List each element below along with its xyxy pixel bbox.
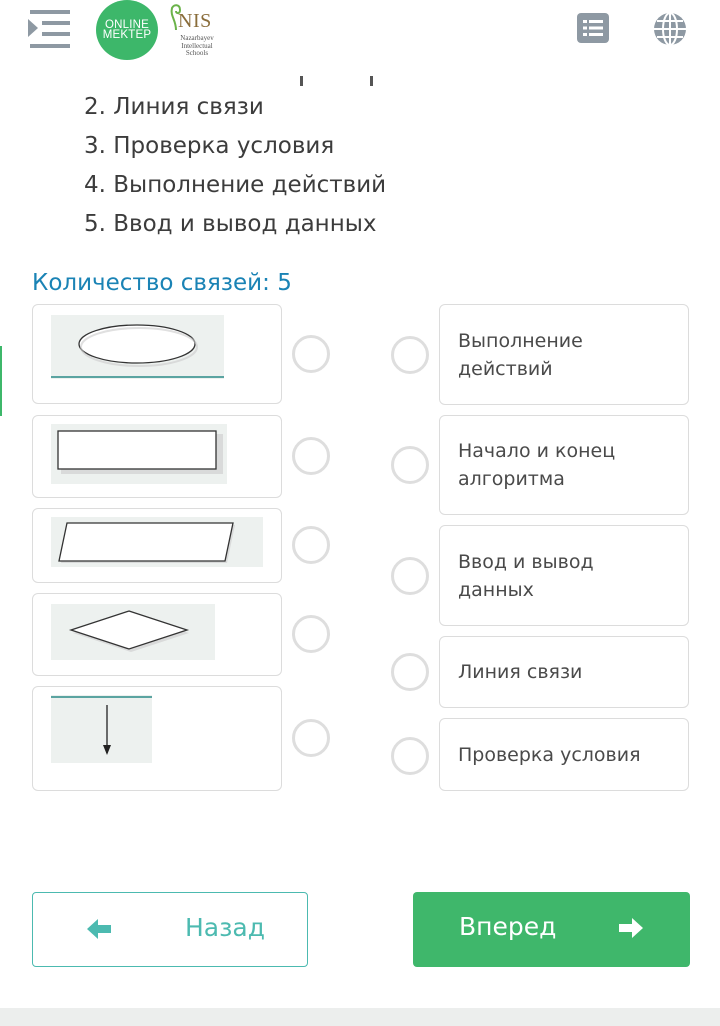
next-button[interactable] <box>413 892 690 967</box>
label-line: Линия связи <box>458 661 583 683</box>
left-match-radio[interactable] <box>292 526 330 564</box>
label-line: алгоритма <box>458 468 565 490</box>
match-left-item[interactable] <box>32 686 282 791</box>
match-right-item[interactable] <box>439 525 689 626</box>
nis-logo-subtitle <box>168 35 226 58</box>
question-option: 4. Выполнение действий <box>84 172 387 198</box>
label-line: Ввод и вывод <box>458 550 594 573</box>
question-option: 3. Проверка условия <box>84 133 335 159</box>
match-right-item[interactable] <box>439 304 689 405</box>
arrow-left-icon <box>85 915 113 943</box>
left-match-radio[interactable] <box>292 437 330 475</box>
top-header <box>0 0 720 62</box>
nis-logo-word: NIS <box>178 10 212 32</box>
back-button[interactable] <box>32 892 308 967</box>
online-mektep-logo <box>96 0 158 60</box>
links-count-label: Количество связей: 5 <box>32 270 292 296</box>
bottom-bar <box>0 1008 720 1026</box>
parallelogram-io-shape-icon <box>51 517 263 567</box>
right-match-radio[interactable] <box>391 446 429 484</box>
logo-text-online: ONLINE <box>104 19 150 31</box>
match-right-label <box>458 437 615 493</box>
nis-sub-line: Nazarbayev <box>180 34 214 42</box>
label-line: Начало и конец <box>458 440 616 462</box>
match-right-label <box>458 741 641 769</box>
label-line: Выполнение <box>458 329 583 352</box>
left-match-radio[interactable] <box>292 719 330 757</box>
arrow-right-icon <box>617 914 645 942</box>
match-right-label <box>458 658 582 686</box>
question-options-list <box>84 70 684 244</box>
language-globe-icon[interactable] <box>652 11 688 47</box>
logo-text-mektep: MEKTEP <box>102 29 152 41</box>
right-match-radio[interactable] <box>391 653 429 691</box>
arrow-down-connector-shape-icon <box>51 695 152 763</box>
label-line: Проверка условия <box>458 743 641 766</box>
oval-terminator-shape-icon <box>51 315 224 379</box>
label-line: данных <box>458 578 534 601</box>
next-button-label: Вперед <box>459 912 557 941</box>
diamond-decision-shape-icon <box>51 604 215 660</box>
match-right-item[interactable] <box>439 636 689 708</box>
match-right-item[interactable] <box>439 718 689 791</box>
clipped-previous-line <box>84 70 684 88</box>
left-match-radio[interactable] <box>292 335 330 373</box>
right-match-radio[interactable] <box>391 336 429 374</box>
side-panel-tab[interactable] <box>0 346 2 416</box>
question-option: 2. Линия связи <box>84 94 264 120</box>
left-match-radio[interactable] <box>292 615 330 653</box>
nis-logo <box>164 2 224 60</box>
task-list-icon[interactable] <box>576 12 610 44</box>
right-match-radio[interactable] <box>391 737 429 775</box>
match-left-item[interactable] <box>32 304 282 404</box>
match-left-item[interactable] <box>32 508 282 583</box>
right-match-radio[interactable] <box>391 557 429 595</box>
question-option: 5. Ввод и вывод данных <box>84 211 377 237</box>
match-left-item[interactable] <box>32 593 282 676</box>
rectangle-process-shape-icon <box>51 424 227 484</box>
back-button-label: Назад <box>185 913 266 942</box>
label-line: действий <box>458 357 553 380</box>
match-left-item[interactable] <box>32 415 282 498</box>
match-right-label <box>458 327 583 383</box>
match-right-label <box>458 548 594 604</box>
nis-sub-line: Intellectual <box>181 41 213 50</box>
match-right-item[interactable] <box>439 415 689 515</box>
menu-toggle-icon[interactable] <box>26 8 72 50</box>
nis-sub-line: Schools <box>185 49 209 57</box>
